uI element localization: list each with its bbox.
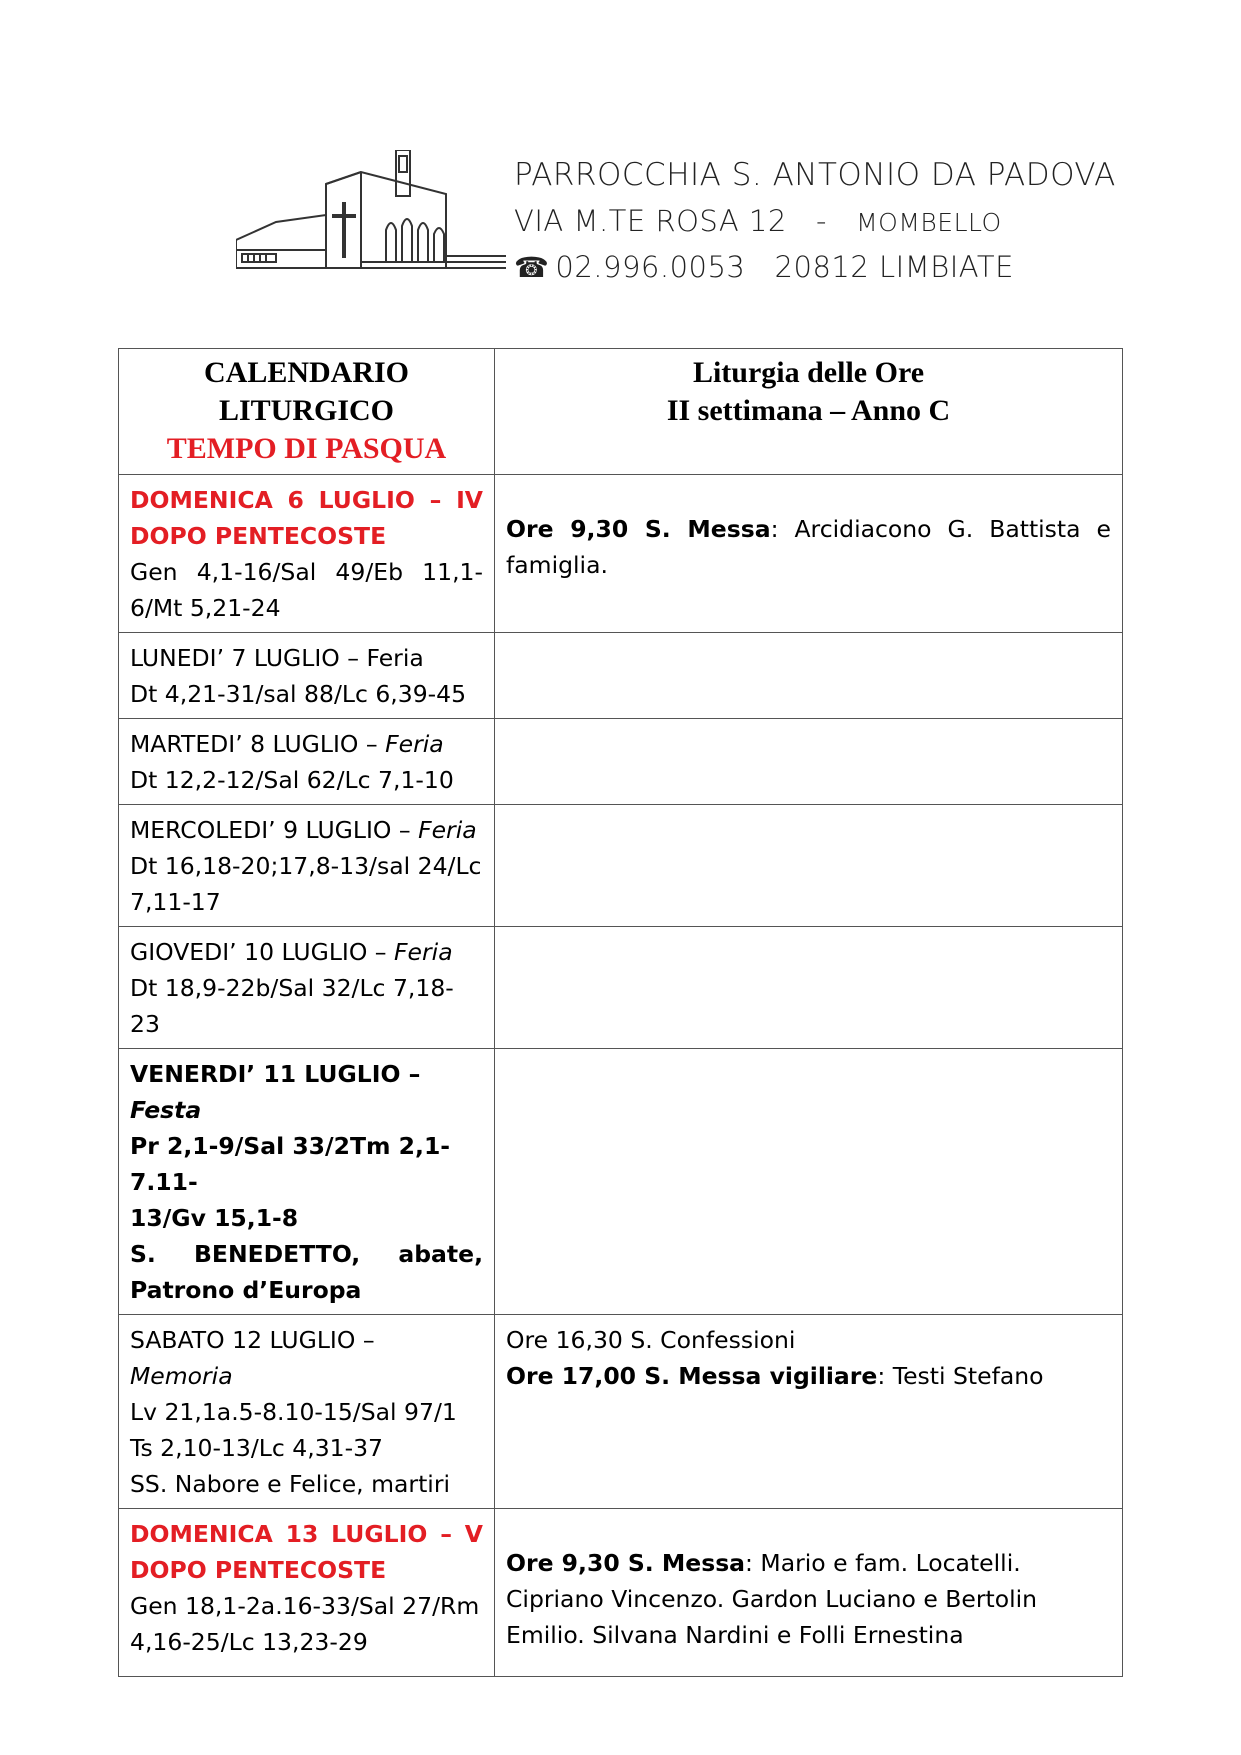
mass-entry [506, 1358, 1111, 1394]
day-cell [119, 1049, 495, 1315]
saint-name: S. BENEDETTO, abate, [130, 1240, 483, 1268]
parish-header [236, 150, 1116, 290]
table-row [119, 633, 1123, 719]
day-cell [119, 475, 495, 633]
calendar-title-line2: LITURGICO [218, 394, 395, 427]
calendar-header-cell [119, 349, 495, 475]
day-type: Feria [385, 730, 444, 758]
services-cell [495, 719, 1123, 805]
day-title: SABATO 12 LUGLIO – [130, 1326, 375, 1354]
parish-zip-city: 20812 LIMBIATE [774, 250, 1014, 284]
day-readings-cont: 7,11-17 [130, 888, 221, 916]
day-cell [119, 633, 495, 719]
mass-label: Ore 9,30 S. Messa [506, 515, 771, 543]
season-title: TEMPO DI PASQUA [166, 432, 447, 465]
parish-address [514, 198, 1116, 244]
day-title: DOMENICA 6 LUGLIO – IV [130, 486, 483, 514]
table-header-row [119, 349, 1123, 475]
parish-phone: 02.996.0053 [555, 250, 746, 284]
day-cell [119, 927, 495, 1049]
day-readings-cont: 13/Gv 15,1-8 [130, 1204, 299, 1232]
parish-contact [514, 244, 1116, 290]
day-title [130, 812, 483, 848]
church-logo [236, 150, 512, 290]
services-cell [495, 475, 1123, 633]
liturgy-hours-header-cell [495, 349, 1123, 475]
mass-intention: : Arcidiacono G. Battista e famiglia. [506, 515, 1111, 579]
parish-name: PARROCCHIA S. ANTONIO DA PADOVA [514, 157, 1116, 193]
parish-info [514, 152, 1116, 290]
day-readings-cont: 6/Mt 5,21-24 [130, 594, 281, 622]
table-row [119, 927, 1123, 1049]
mass-label: Ore 17,00 S. Messa vigiliare [506, 1362, 878, 1390]
day-type: Feria [394, 938, 453, 966]
day-readings: Dt 12,2-12/Sal 62/Lc 7,1-10 [130, 766, 454, 794]
services-cell [495, 1509, 1123, 1677]
liturgy-hours-title: Liturgia delle Ore [692, 356, 925, 389]
day-name: MERCOLEDI’ 9 LUGLIO – [130, 816, 419, 844]
day-readings: Gen 18,1-2a.16-33/Sal 27/Rm [130, 1592, 480, 1620]
services-cell [495, 633, 1123, 719]
services-cell [495, 1315, 1123, 1509]
day-readings: Gen 4,1-16/Sal 49/Eb 11,1- [130, 558, 483, 586]
table-row [119, 1509, 1123, 1677]
table-row [119, 805, 1123, 927]
services-cell [495, 1049, 1123, 1315]
day-title [130, 1056, 483, 1128]
day-readings: Dt 16,18-20;17,8-13/sal 24/Lc [130, 852, 482, 880]
table-row [119, 719, 1123, 805]
day-title-cont: DOPO PENTECOSTE [130, 522, 387, 550]
saint-name: SS. Nabore e Felice, martiri [130, 1470, 451, 1498]
saint-title: Patrono d’Europa [130, 1276, 362, 1304]
day-type: Festa [130, 1096, 202, 1124]
day-title: DOMENICA 13 LUGLIO – V [130, 1520, 483, 1548]
day-cell [119, 1509, 495, 1677]
mass-label: Ore 9,30 S. Messa [506, 1549, 746, 1577]
confession-time: Ore 16,30 S. Confessioni [506, 1326, 796, 1354]
day-title: LUNEDI’ 7 LUGLIO – Feria [130, 644, 424, 672]
day-readings-cont: 4,16-25/Lc 13,23-29 [130, 1628, 368, 1656]
address-separator: - [815, 204, 827, 238]
day-name: VENERDI’ 11 LUGLIO – [130, 1060, 421, 1088]
day-readings: Dt 4,21-31/sal 88/Lc 6,39-45 [130, 680, 467, 708]
telephone-icon: ☎ [514, 251, 550, 284]
day-readings: Lv 21,1a.5-8.10-15/Sal 97/1 [130, 1398, 457, 1426]
calendar-title-line1: CALENDARIO [203, 356, 410, 389]
table-row [119, 1049, 1123, 1315]
day-title [130, 726, 483, 762]
table-row [119, 475, 1123, 633]
week-year-title: II settimana – Anno C [666, 394, 951, 427]
day-type: Memoria [130, 1362, 233, 1390]
liturgical-calendar-table [118, 348, 1123, 1677]
address-street: VIA M.TE ROSA 12 [514, 204, 787, 238]
day-title-cont: DOPO PENTECOSTE [130, 1556, 387, 1584]
day-cell [119, 1315, 495, 1509]
day-cell [119, 719, 495, 805]
day-cell [119, 805, 495, 927]
table-row [119, 1315, 1123, 1509]
services-cell [495, 805, 1123, 927]
day-name: MARTEDI’ 8 LUGLIO – [130, 730, 386, 758]
day-name: GIOVEDI’ 10 LUGLIO – [130, 938, 395, 966]
day-type: Feria [418, 816, 477, 844]
day-title [130, 934, 483, 970]
day-readings: Pr 2,1-9/Sal 33/2Tm 2,1-7.11- [130, 1132, 451, 1196]
mass-intention: : Mario e fam. Locatelli. Cipriano Vincenzo. Gardon Luciano e Bertolin Emilio. Silvana Nardini e Folli Ernestina [506, 1549, 1038, 1649]
day-readings-cont: Ts 2,10-13/Lc 4,31-37 [130, 1434, 383, 1462]
address-locality: MOMBELLO [856, 208, 1002, 237]
mass-intention: : Testi Stefano [877, 1362, 1044, 1390]
day-readings: Dt 18,9-22b/Sal 32/Lc 7,18-23 [130, 974, 454, 1038]
services-cell [495, 927, 1123, 1049]
